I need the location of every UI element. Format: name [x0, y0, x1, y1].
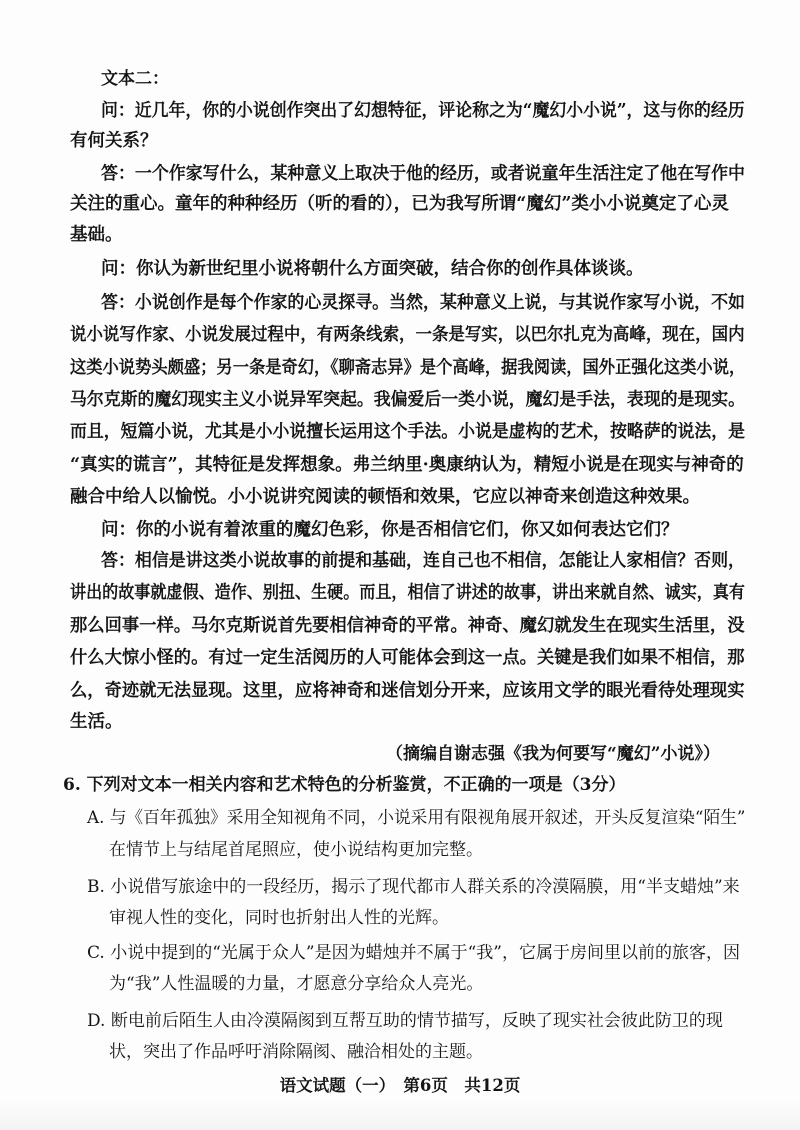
text-line: 什么大惊小怪的。有过一定生活阅历的人可能体会到这一点。关键是我们如果不相信，那: [70, 648, 745, 668]
section-heading: 文本二：: [101, 69, 169, 89]
text-line: 而且，短篇小说，尤其是小小说擅长运用这个手法。小说是虚构的艺术，按略萨的说法，是: [70, 422, 745, 442]
text-line: 基础。: [70, 225, 123, 245]
option-a-line-2: 在情节上与结尾首尾照应，使小说结构更加完整。: [109, 840, 483, 860]
text-line: 讲出的故事就虚假、造作、别扭、生硬。而且，相信了讲述的故事，讲出来就自然、诚实，真有: [70, 583, 745, 603]
option-b-line-1: B. 小说借写旅途中的一段经历，揭示了现代都市人群关系的冷漠隔膜，用“半支蜡烛”来: [87, 877, 740, 897]
page-bottom-shade: [0, 1100, 800, 1130]
text-line: 么，奇迹就无法显现。这里，应将神奇和迷信划分开来，应该用文学的眼光看待处理现实: [70, 681, 745, 701]
question-stem: 6. 下列对文本一相关内容和艺术特色的分析鉴赏，不正确的一项是（3分）: [63, 775, 626, 795]
text-line: 融合中给人以愉悦。小小说讲究阅读的顿悟和效果，它应以神奇来创造这种效果。: [70, 487, 700, 507]
text-line: 问：你的小说有着浓重的魔幻色彩，你是否相信它们，你又如何表达它们？: [101, 520, 679, 540]
text-line: “真实的谎言”，其特征是发挥想象。弗兰纳里·奥康纳认为，精短小说是在现实与神奇的: [70, 455, 744, 475]
page-footer: 语文试题（一） 第6页 共12页: [279, 1076, 521, 1095]
option-d-line-2: 状，突出了作品呼吁消除隔阂、融洽相处的主题。: [109, 1042, 483, 1062]
text-line: 马尔克斯的魔幻现实主义小说异军突起。我偏爱后一类小说，魔幻是手法，表现的是现实。: [70, 390, 745, 410]
text-line: 关注的重心。童年的种种经历（听的看的），已为我写所谓“魔幻”类小小说奠定了心灵: [70, 194, 729, 214]
option-b-line-2: 审视人性的变化，同时也折射出人性的光辉。: [109, 908, 449, 928]
text-line: 问：近几年，你的小说创作突出了幻想特征，评论称之为“魔幻小小说”，这与你的经历: [101, 101, 745, 121]
text-line: 答：相信是讲这类小说故事的前提和基础，连自己也不相信，怎能让人家相信？否则，: [101, 551, 745, 571]
source-citation: （摘编自谢志强《我为何要写“魔幻”小说》）: [386, 744, 721, 764]
text-line: 说小说写作家、小说发展过程中，有两条线索，一条是写实，以巴尔扎克为高峰，现在，国内: [70, 325, 745, 345]
option-c-line-2: 为“我”人性温暖的力量，才愿意分享给众人亮光。: [109, 974, 484, 994]
option-d-line-1: D. 断电前后陌生人由冷漠隔阂到互帮互助的情节描写，反映了现实社会彼此防卫的现: [87, 1011, 723, 1031]
text-line: 问：你认为新世纪里小说将朝什么方面突破，结合你的创作具体谈谈。: [101, 259, 644, 279]
option-c-line-1: C. 小说中提到的“光属于众人”是因为蜡烛并不属于“我”，它属于房间里以前的旅客，因: [87, 943, 740, 963]
text-line: 生活。: [70, 712, 123, 732]
option-a-line-1: A. 与《百年孤独》采用全知视角不同，小说采用有限视角展开叙述，开头反复渲染“陌生”: [87, 808, 746, 828]
text-line: 那么回事一样。马尔克斯说首先要相信神奇的平常。神奇、魔幻就发生在现实生活里，没: [70, 616, 745, 636]
text-line: 答：一个作家写什么，某种意义上取决于他的经历，或者说童年生活注定了他在写作中: [101, 164, 745, 184]
text-line: 这类小说势头颇盛；另一条是奇幻，《聊斋志异》是个高峰，据我阅读，国外正强化这类小说，: [70, 358, 746, 378]
text-line: 答：小说创作是每个作家的心灵探寻。当然，某种意义上说，与其说作家写小说，不如: [101, 293, 745, 313]
text-line: 有何关系？: [70, 131, 158, 151]
